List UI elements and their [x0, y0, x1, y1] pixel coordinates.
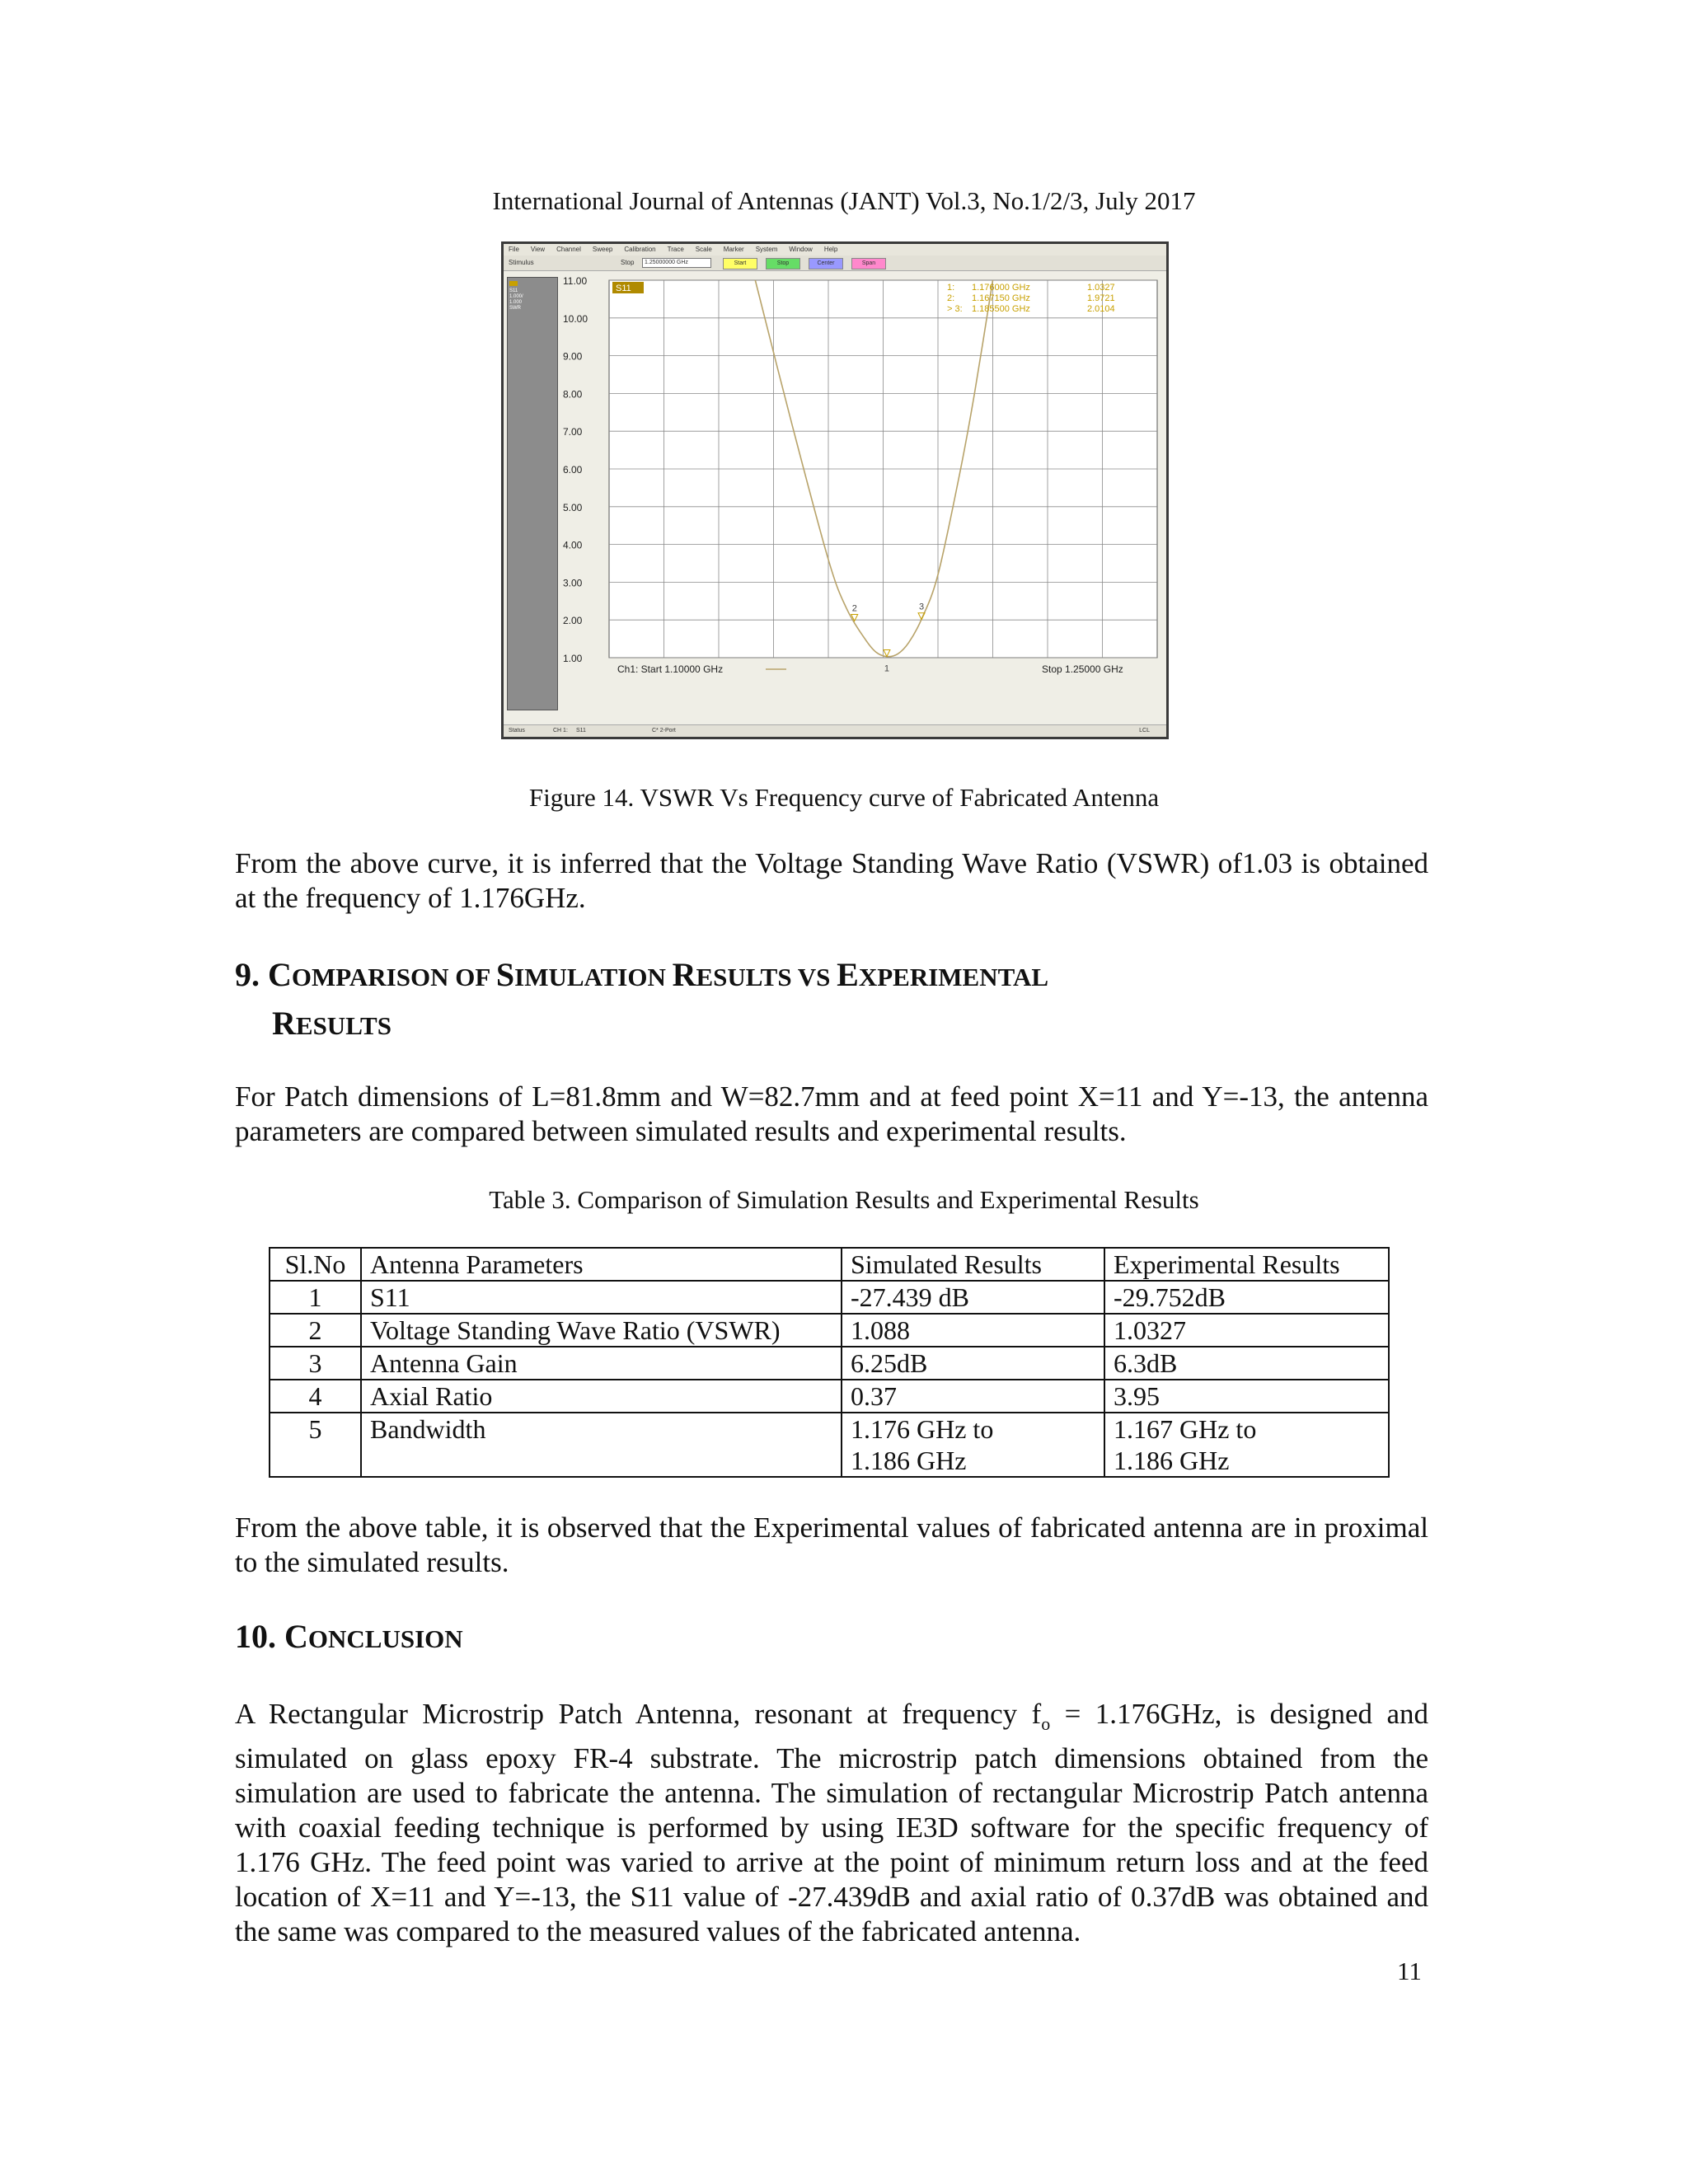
stop-value-input[interactable]: 1.25000000 GHz — [642, 258, 711, 268]
trace-color-swatch — [509, 281, 518, 286]
paragraph-vswr-result: From the above curve, it is inferred that the Voltage Standing Wave Ratio (VSWR) of1.03 is obtained at the frequency of 1.176GHz. — [235, 847, 1428, 914]
paragraph-conclusion — [235, 1697, 1428, 1949]
section-9-line-1 — [235, 952, 1471, 1001]
table-cell-line: 1.176 GHz to — [851, 1414, 994, 1444]
marker-readout-id: > 3: — [947, 304, 963, 314]
side-text-0: S11 — [509, 288, 518, 293]
section-9-heading — [235, 952, 1471, 1049]
marker-number-label: 2 — [851, 603, 857, 614]
table-header-cell: Antenna Parameters — [361, 1248, 842, 1281]
section-10-cap: C — [284, 1618, 308, 1655]
menu-item-channel[interactable]: Channel — [556, 246, 581, 253]
section-9-line2-rest: ESULTS — [295, 1011, 392, 1040]
vna-side-panel — [507, 277, 558, 710]
section-9-word-rest: XPERIMENTAL — [858, 963, 1049, 991]
page-number: 11 — [1397, 1957, 1422, 1985]
marker-readout-value: 1.0327 — [1087, 283, 1115, 293]
table-cell: Antenna Gain — [361, 1347, 842, 1380]
span-button[interactable]: Span — [851, 258, 886, 269]
y-tick-label: 6.00 — [563, 464, 583, 476]
menu-item-calibration[interactable]: Calibration — [624, 246, 656, 253]
table-cell: 3.95 — [1104, 1380, 1389, 1413]
side-text-2: 1.000 — [509, 300, 523, 305]
menu-item-file[interactable]: File — [509, 246, 519, 253]
y-tick-label: 7.00 — [563, 426, 583, 438]
table-header-cell: Sl.No — [270, 1248, 361, 1281]
table-cell-line: 1.186 GHz — [851, 1446, 967, 1475]
section-9-line-2 — [235, 1001, 1471, 1049]
table-cell: 4 — [270, 1380, 361, 1413]
table-cell — [842, 1413, 1104, 1477]
status-channel: CH 1: — [553, 728, 568, 733]
table-row — [270, 1380, 1389, 1413]
y-tick-label: 5.00 — [563, 501, 583, 513]
comparison-table — [269, 1247, 1390, 1478]
y-tick-label: 4.00 — [563, 539, 583, 551]
section-9-word-cap: C — [268, 956, 292, 993]
table-cell: Axial Ratio — [361, 1380, 842, 1413]
paragraph-table-observation: From the above table, it is observed that the Experimental values of fabricated antenna are in proximal to the simulated results. — [235, 1511, 1428, 1578]
section-9-word-cap: S — [495, 956, 515, 993]
y-tick-label: 9.00 — [563, 350, 583, 363]
table-cell-line: 1.167 GHz to — [1114, 1414, 1257, 1444]
vna-screenshot-figure — [501, 241, 1169, 739]
table-cell: Bandwidth — [361, 1413, 842, 1477]
side-trace-tag — [509, 281, 542, 312]
marker-readout-freq: 1.176000 GHz — [972, 283, 1030, 293]
table-cell: -29.752dB — [1104, 1281, 1389, 1314]
section-9-word-cap: R — [672, 956, 696, 993]
status-meas: S11 — [576, 728, 586, 733]
status-ref: LCL — [1139, 728, 1150, 733]
table-row — [270, 1347, 1389, 1380]
stop-frequency-label: Stop 1.25000 GHz — [1042, 663, 1123, 675]
table-cell-line: 1.186 GHz — [1114, 1446, 1230, 1475]
menu-item-marker[interactable]: Marker — [723, 246, 744, 253]
section-9-word-cap: E — [837, 956, 859, 993]
marker-readout-freq: 1.185500 GHz — [972, 304, 1030, 314]
y-tick-label: 2.00 — [563, 615, 583, 627]
side-text-1: 1.000/ — [509, 294, 523, 299]
section-9-word-rest: OMPARISON OF — [291, 963, 496, 991]
conclusion-part-1: A Rectangular Microstrip Patch Antenna, resonant at frequency f — [235, 1698, 1042, 1730]
status-label: Status — [509, 728, 525, 733]
table-cell: 0.37 — [842, 1380, 1104, 1413]
table-cell — [1104, 1413, 1389, 1477]
menu-item-trace[interactable]: Trace — [667, 246, 684, 253]
section-9-word-rest: IMULATION — [514, 963, 673, 991]
menu-item-view[interactable]: View — [530, 246, 546, 253]
table-cell: 3 — [270, 1347, 361, 1380]
marker-readout-id: 1: — [947, 283, 955, 293]
start-frequency-label: Ch1: Start 1.10000 GHz — [617, 663, 724, 675]
section-9-word-rest: ESULTS VS — [696, 963, 837, 991]
stimulus-label: Stimulus — [509, 259, 534, 266]
status-port: C* 2-Port — [652, 728, 676, 733]
conclusion-subscript: o — [1041, 1713, 1051, 1734]
menu-item-system[interactable]: System — [755, 246, 778, 253]
marker-readout-freq: 1.167150 GHz — [972, 293, 1030, 303]
marker-readout-id: 2: — [947, 293, 955, 303]
menu-item-scale[interactable]: Scale — [695, 246, 712, 253]
trace-label: S11 — [616, 284, 631, 293]
table-cell: 1.0327 — [1104, 1314, 1389, 1347]
menu-item-help[interactable]: Help — [823, 246, 838, 253]
stop-label: Stop — [621, 259, 635, 266]
table-cell: 1 — [270, 1281, 361, 1314]
marker-number-label: 3 — [919, 602, 925, 612]
table-row — [270, 1281, 1389, 1314]
table-header-cell: Experimental Results — [1104, 1248, 1389, 1281]
table-cell: 6.25dB — [842, 1347, 1104, 1380]
table-caption: Table 3. Comparison of Simulation Results and Experimental Results — [489, 1185, 1199, 1214]
figure-caption: Figure 14. VSWR Vs Frequency curve of Fabricated Antenna — [528, 783, 1160, 812]
y-tick-label: 11.00 — [563, 275, 588, 287]
section-9-title-line1 — [268, 956, 1048, 993]
vna-menubar — [504, 244, 1166, 255]
center-button[interactable]: Center — [809, 258, 843, 269]
vna-statusbar — [504, 724, 1166, 737]
table-row — [270, 1314, 1389, 1347]
y-tick-label: 1.00 — [563, 653, 583, 664]
y-tick-label: 8.00 — [563, 388, 583, 401]
table-cell: Voltage Standing Wave Ratio (VSWR) — [361, 1314, 842, 1347]
start-button[interactable]: Start — [723, 258, 757, 269]
table-header-row — [270, 1248, 1389, 1281]
table-row — [270, 1413, 1389, 1477]
section-9-line2-cap: R — [272, 1005, 296, 1042]
table-cell: 6.3dB — [1104, 1347, 1389, 1380]
vswr-plot — [560, 274, 1165, 715]
table-cell: S11 — [361, 1281, 842, 1314]
y-tick-label: 10.00 — [563, 312, 588, 325]
section-10-rest: ONCLUSION — [307, 1624, 463, 1653]
vna-toolbar — [504, 255, 1166, 271]
section-10-heading — [235, 1614, 463, 1662]
table-cell: 5 — [270, 1413, 361, 1477]
marker-number-label: 1 — [884, 663, 890, 674]
running-header: International Journal of Antennas (JANT) Vol.3, No.1/2/3, July 2017 — [492, 186, 1196, 215]
table-header-cell: Simulated Results — [842, 1248, 1104, 1281]
y-tick-label: 3.00 — [563, 577, 583, 589]
table-cell: -27.439 dB — [842, 1281, 1104, 1314]
stop-button[interactable]: Stop — [766, 258, 800, 269]
side-text-3: SWR — [509, 306, 521, 311]
section-9-number: 9. — [235, 956, 260, 993]
marker-readout-value: 1.9721 — [1087, 293, 1115, 303]
table-cell: 1.088 — [842, 1314, 1104, 1347]
section-10-number: 10. — [235, 1618, 276, 1655]
menu-item-window[interactable]: Window — [789, 246, 813, 253]
marker-readout-value: 2.0104 — [1087, 304, 1115, 314]
menu-item-sweep[interactable]: Sweep — [592, 246, 613, 253]
conclusion-part-2: = 1.176GHz, is designed and simulated on glass epoxy FR-4 substrate. The microstrip patch dimensions obtained from the simulation are used to fabricate the antenna. The simulation of rectangular Microstrip Patch antenna with coaxial feeding technique is performed by using IE3D software for the specific frequency of 1.176 GHz. The feed point was varied to arrive at the point of minimum return loss and at the feed location of X=11 and Y=-13, the S11 value of -27.439dB and axial ratio of 0.37dB was obtained and the same was compared to the measured values of the fabricated antenna. — [235, 1698, 1428, 1947]
table-cell: 2 — [270, 1314, 361, 1347]
paragraph-patch-dimensions: For Patch dimensions of L=81.8mm and W=82.7mm and at feed point X=11 and Y=-13, the antenna parameters are compared between simulated results and experimental results. — [235, 1080, 1428, 1147]
